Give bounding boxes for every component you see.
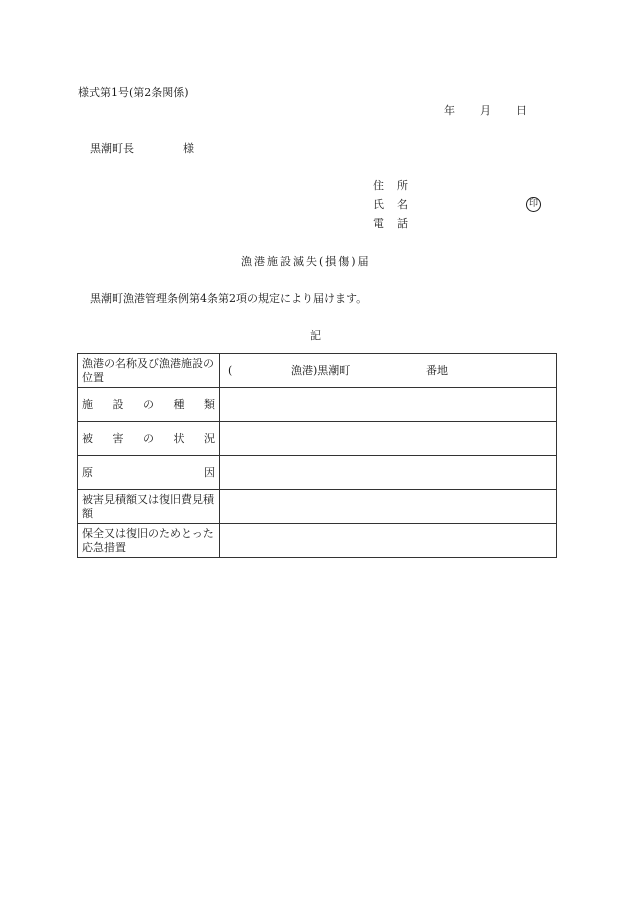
label-char: 被 [82, 431, 93, 445]
phone-label-1: 電 [373, 217, 384, 230]
label-char: 設 [112, 397, 124, 411]
value-cause[interactable] [220, 456, 557, 490]
seal-icon: 印 [526, 197, 541, 212]
table-row [78, 354, 557, 388]
intro-text: 黒潮町漁港管理条例第4条第2項の規定により届けます。 [90, 292, 368, 305]
phone-label-2: 話 [397, 217, 408, 230]
table-row [78, 524, 557, 558]
address-label-1: 住 [373, 179, 384, 192]
label-char: 類 [204, 397, 215, 411]
date-month: 月 [480, 104, 491, 117]
value-location[interactable] [220, 354, 557, 388]
name-label-2: 名 [397, 198, 408, 211]
label-char: 状 [173, 431, 185, 445]
document-title: 漁港施設滅失(損傷)届 [241, 255, 371, 268]
label-damage-status [78, 422, 220, 456]
addressee-honorific: 様 [183, 142, 194, 155]
label-facility-type [78, 388, 220, 422]
table-row [78, 456, 557, 490]
label-char: 因 [204, 465, 215, 479]
label-char: 害 [112, 431, 124, 445]
value-emergency-measures[interactable] [220, 524, 557, 558]
label-char: 原 [82, 465, 93, 479]
label-char: 施 [82, 397, 93, 411]
name-label-1: 氏 [373, 198, 384, 211]
table-row [78, 490, 557, 524]
location-paren-open: ( [228, 363, 233, 377]
date-year: 年 [444, 104, 455, 117]
label-emergency-measures: 保全又は復旧のためとった応急措置 [78, 524, 220, 558]
addressee-name: 黒潮町長 [90, 142, 134, 155]
date-day: 日 [516, 104, 527, 117]
label-char: の [143, 397, 154, 411]
label-char: 種 [173, 397, 185, 411]
location-port-town: 漁港)黒潮町 [291, 363, 351, 377]
value-estimate[interactable] [220, 490, 557, 524]
address-label-2: 所 [397, 179, 408, 192]
label-char: の [143, 431, 154, 445]
ki-heading: 記 [310, 329, 321, 342]
label-estimate: 被害見積額又は復旧費見積額 [78, 490, 220, 524]
label-cause [78, 456, 220, 490]
facility-table [77, 353, 557, 558]
label-char: 況 [204, 431, 215, 445]
value-damage-status[interactable] [220, 422, 557, 456]
table-row [78, 422, 557, 456]
location-field [228, 364, 552, 378]
location-suffix: 番地 [426, 363, 448, 377]
table-row [78, 388, 557, 422]
form-number: 様式第1号(第2条関係) [78, 86, 189, 99]
value-facility-type[interactable] [220, 388, 557, 422]
label-location: 漁港の名称及び漁港施設の位置 [78, 354, 220, 388]
